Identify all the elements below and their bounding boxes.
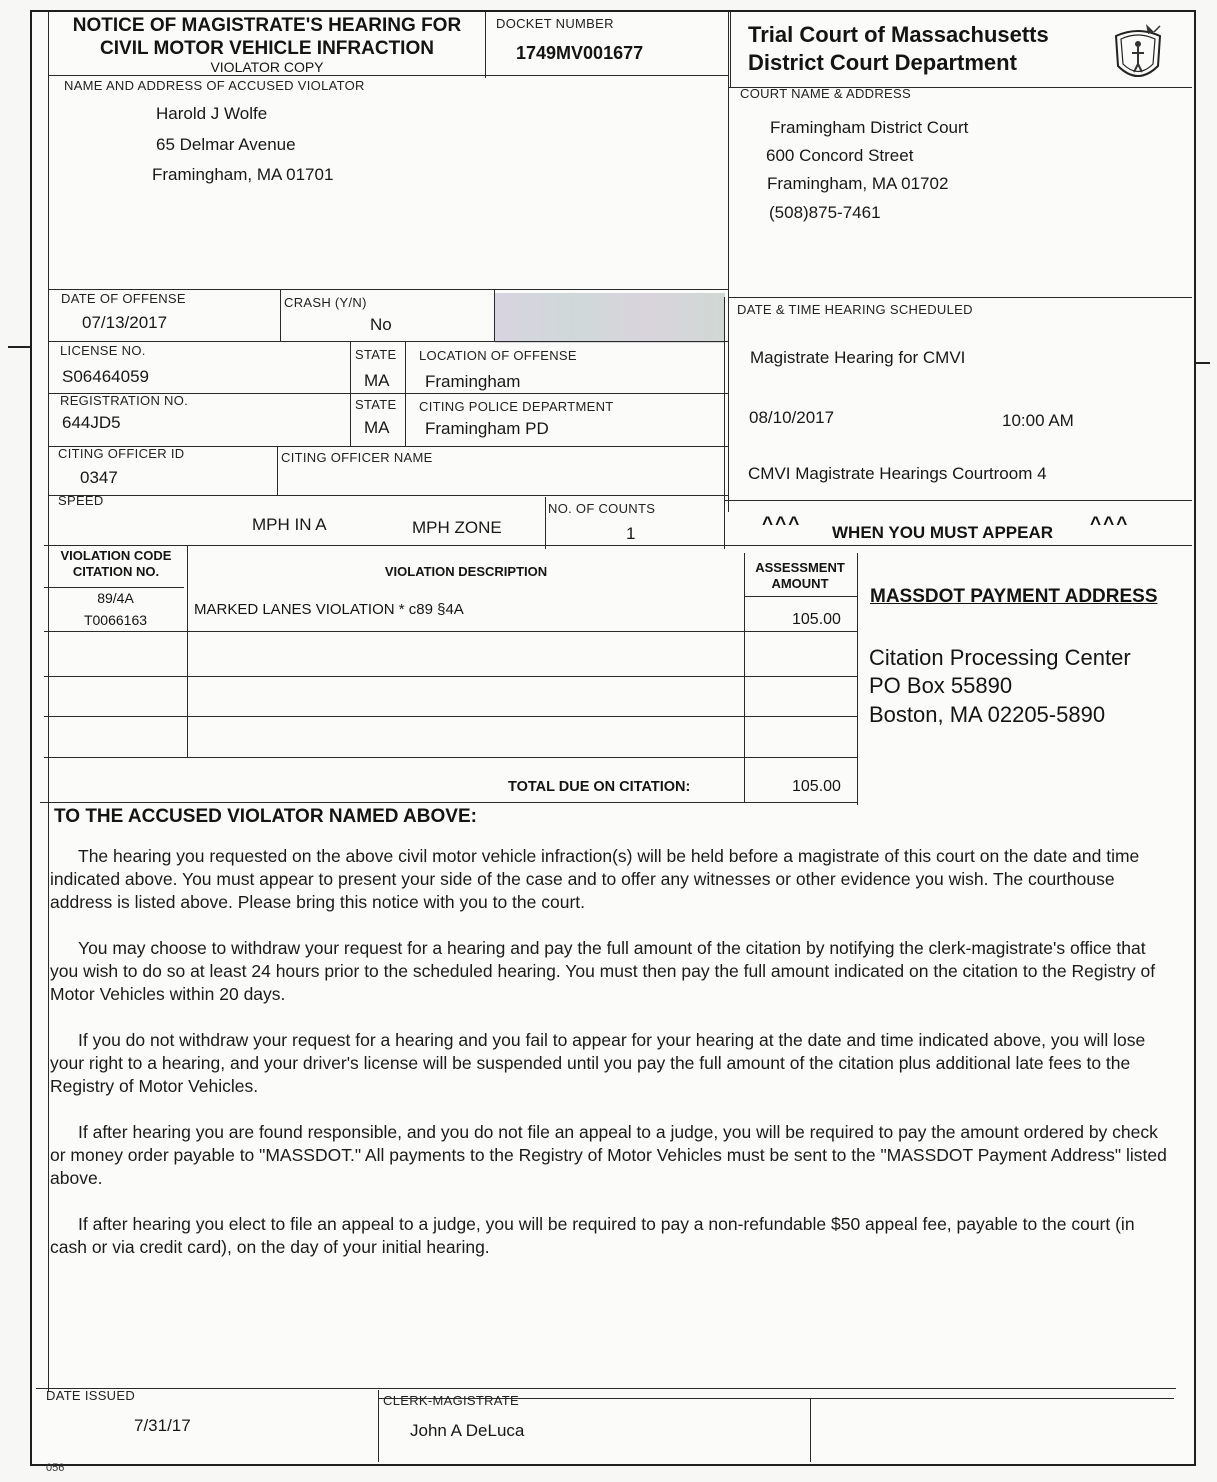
police-department: Framingham PD: [425, 419, 549, 438]
notice-paragraph: If after hearing you are found responsible, and you do not file an appeal to a judge, you will be required to pay the amount ordered by check or money order payable to "MASSDOT." All payments to the Registry of Motor Vehicles must be sent to the "MASSDOT Payment Address" listed above.: [50, 1122, 1167, 1188]
court-title-line1: Trial Court of Massachusetts: [748, 22, 1049, 47]
rule: [378, 1390, 379, 1462]
violator-name: Harold J Wolfe: [156, 104, 268, 123]
notice-paragraph: If you do not withdraw your request for a hearing and you fail to appear for your hearing at the date and time indicated above, you will lose your right to a hearing, and your driver's license will be suspended until you pay the full amount of the citation plus additional late fees to the Registry of Motor Vehicles.: [50, 1030, 1146, 1096]
hearing-time: 10:00 AM: [1002, 411, 1074, 430]
amount-header-line2: AMOUNT: [771, 576, 829, 591]
rule: [545, 497, 546, 549]
hearing-label: DATE & TIME HEARING SCHEDULED: [737, 302, 973, 317]
rule: [187, 545, 188, 757]
copy-type: VIOLATOR COPY: [210, 59, 324, 75]
payment-heading: MASSDOT PAYMENT ADDRESS: [870, 586, 1158, 607]
rule: [48, 75, 728, 76]
code-column-header: [48, 548, 184, 580]
code-header-line2: CITATION NO.: [72, 564, 160, 579]
massachusetts-seal-icon: [1108, 20, 1168, 88]
mph-in-a: MPH IN A: [252, 515, 327, 534]
payment-line2: PO Box 55890: [869, 673, 1013, 698]
caret-left: ^^^: [762, 514, 802, 535]
desc-column-header: VIOLATION DESCRIPTION: [384, 564, 548, 579]
officer-id: 0347: [80, 468, 118, 487]
rule: [44, 757, 858, 758]
reg-state: MA: [364, 418, 390, 437]
total-label: TOTAL DUE ON CITATION:: [508, 779, 691, 795]
rule: [744, 596, 858, 597]
license-state: MA: [364, 371, 390, 390]
violator-city: Framingham, MA 01701: [152, 165, 334, 184]
counts-value: 1: [626, 524, 636, 543]
court-street: 600 Concord Street: [766, 146, 914, 165]
clerk-label: CLERK-MAGISTRATE: [383, 1393, 520, 1408]
rule: [280, 289, 281, 341]
notice-heading: TO THE ACCUSED VIOLATOR NAMED ABOVE:: [54, 806, 477, 827]
caret-right: ^^^: [1090, 514, 1130, 535]
rule: [724, 500, 1192, 501]
offense-date: 07/13/2017: [82, 313, 168, 332]
issued-date: 7/31/17: [134, 1416, 191, 1435]
rule: [44, 676, 858, 677]
court-name: Framingham District Court: [770, 118, 969, 137]
notice-title-line1: NOTICE OF MAGISTRATE'S HEARING FOR: [72, 15, 462, 36]
form-code: 056: [46, 1462, 65, 1474]
notice-title: [52, 14, 482, 74]
violator-label: NAME AND ADDRESS OF ACCUSED VIOLATOR: [64, 78, 365, 93]
rule: [48, 495, 728, 496]
hearing-type: Magistrate Hearing for CMVI: [750, 348, 966, 367]
rule: [485, 12, 486, 78]
offense-date-label: DATE OF OFFENSE: [61, 291, 186, 306]
crash-value: No: [370, 315, 392, 334]
registration-label: REGISTRATION NO.: [60, 393, 189, 408]
hearing-date: 08/10/2017: [749, 408, 835, 427]
rule: [810, 1398, 811, 1462]
registration-number: 644JD5: [62, 413, 121, 432]
table-row-amount: 105.00: [792, 611, 841, 628]
notice-title-line2: CIVIL MOTOR VEHICLE INFRACTION: [100, 38, 434, 59]
rule: [744, 553, 745, 803]
rule: [44, 587, 184, 588]
notice-paragraph: The hearing you requested on the above civil motor vehicle infraction(s) will be held before a magistrate of this court on the date and time indicated above. You must appear to present your side of the case and to offer any witnesses or other evidence you wish. The courthouse address is listed above. Please bring this notice with you to the court.: [50, 846, 1140, 912]
license-state-label: STATE: [355, 347, 397, 362]
mph-zone: MPH ZONE: [412, 518, 502, 537]
docket-label: DOCKET NUMBER: [496, 16, 614, 31]
rule: [857, 553, 858, 805]
rule: [730, 12, 731, 88]
officer-id-label: CITING OFFICER ID: [58, 446, 185, 461]
redacted-area: [495, 293, 725, 343]
rule: [44, 716, 858, 717]
rule: [48, 289, 728, 290]
rule: [40, 802, 858, 803]
code-header-line1: VIOLATION CODE: [60, 548, 172, 563]
rule: [44, 545, 1192, 546]
rule: [728, 297, 1192, 298]
officer-name-label: CITING OFFICER NAME: [281, 450, 433, 465]
table-row-description: MARKED LANES VIOLATION * c89 §4A: [194, 601, 464, 618]
rule: [494, 289, 495, 341]
clerk-name: John A DeLuca: [410, 1421, 525, 1440]
payment-line3: Boston, MA 02205-5890: [869, 702, 1106, 727]
table-row-code: 89/4A: [97, 590, 134, 606]
notice-body: [50, 845, 1170, 1282]
rule: [48, 341, 728, 342]
police-label: CITING POLICE DEPARTMENT: [419, 399, 614, 414]
amount-header-line1: ASSESSMENT: [755, 560, 845, 575]
rule: [36, 1388, 1176, 1389]
court-title-line2: District Court Department: [748, 50, 1017, 75]
license-number: S06464059: [62, 367, 149, 386]
amount-column-header: [746, 560, 854, 592]
appear-label: WHEN YOU MUST APPEAR: [832, 523, 1054, 542]
rule: [277, 446, 278, 496]
speed-label: SPEED: [58, 493, 104, 508]
counts-label: NO. OF COUNTS: [548, 501, 656, 516]
rule: [350, 341, 351, 447]
rule: [724, 297, 725, 549]
reg-state-label: STATE: [355, 397, 397, 412]
rule: [48, 12, 49, 1392]
notice-paragraph: If after hearing you elect to file an appeal to a judge, you will be required to pay a non-refundable $50 appeal fee, payable to the court (in cash or via credit card), on the day of your initial hearing.: [50, 1214, 1135, 1257]
total-amount: 105.00: [792, 778, 841, 795]
crash-label: CRASH (Y/N): [284, 295, 367, 310]
notice-paragraph: You may choose to withdraw your request for a hearing and pay the full amount of the citation by notifying the clerk-magistrate's office that you wish to do so at least 24 hours prior to the scheduled hearing. You must then pay the full amount indicated on the citation to the Registry of Motor Vehicles within 20 days.: [50, 938, 1156, 1004]
rule: [44, 631, 858, 632]
court-address-label: COURT NAME & ADDRESS: [740, 86, 911, 101]
rule: [405, 341, 406, 447]
table-row-citation: T0066163: [83, 612, 148, 628]
hearing-room: CMVI Magistrate Hearings Courtroom 4: [748, 464, 1047, 483]
violator-street: 65 Delmar Avenue: [156, 135, 296, 154]
license-label: LICENSE NO.: [60, 343, 146, 358]
docket-number: 1749MV001677: [516, 43, 644, 63]
court-city: Framingham, MA 01702: [767, 174, 949, 193]
offense-location: Framingham: [425, 372, 521, 391]
payment-line1: Citation Processing Center: [869, 645, 1131, 670]
location-label: LOCATION OF OFFENSE: [419, 348, 577, 363]
issued-label: DATE ISSUED: [46, 1388, 136, 1403]
court-phone: (508)875-7461: [769, 203, 881, 222]
